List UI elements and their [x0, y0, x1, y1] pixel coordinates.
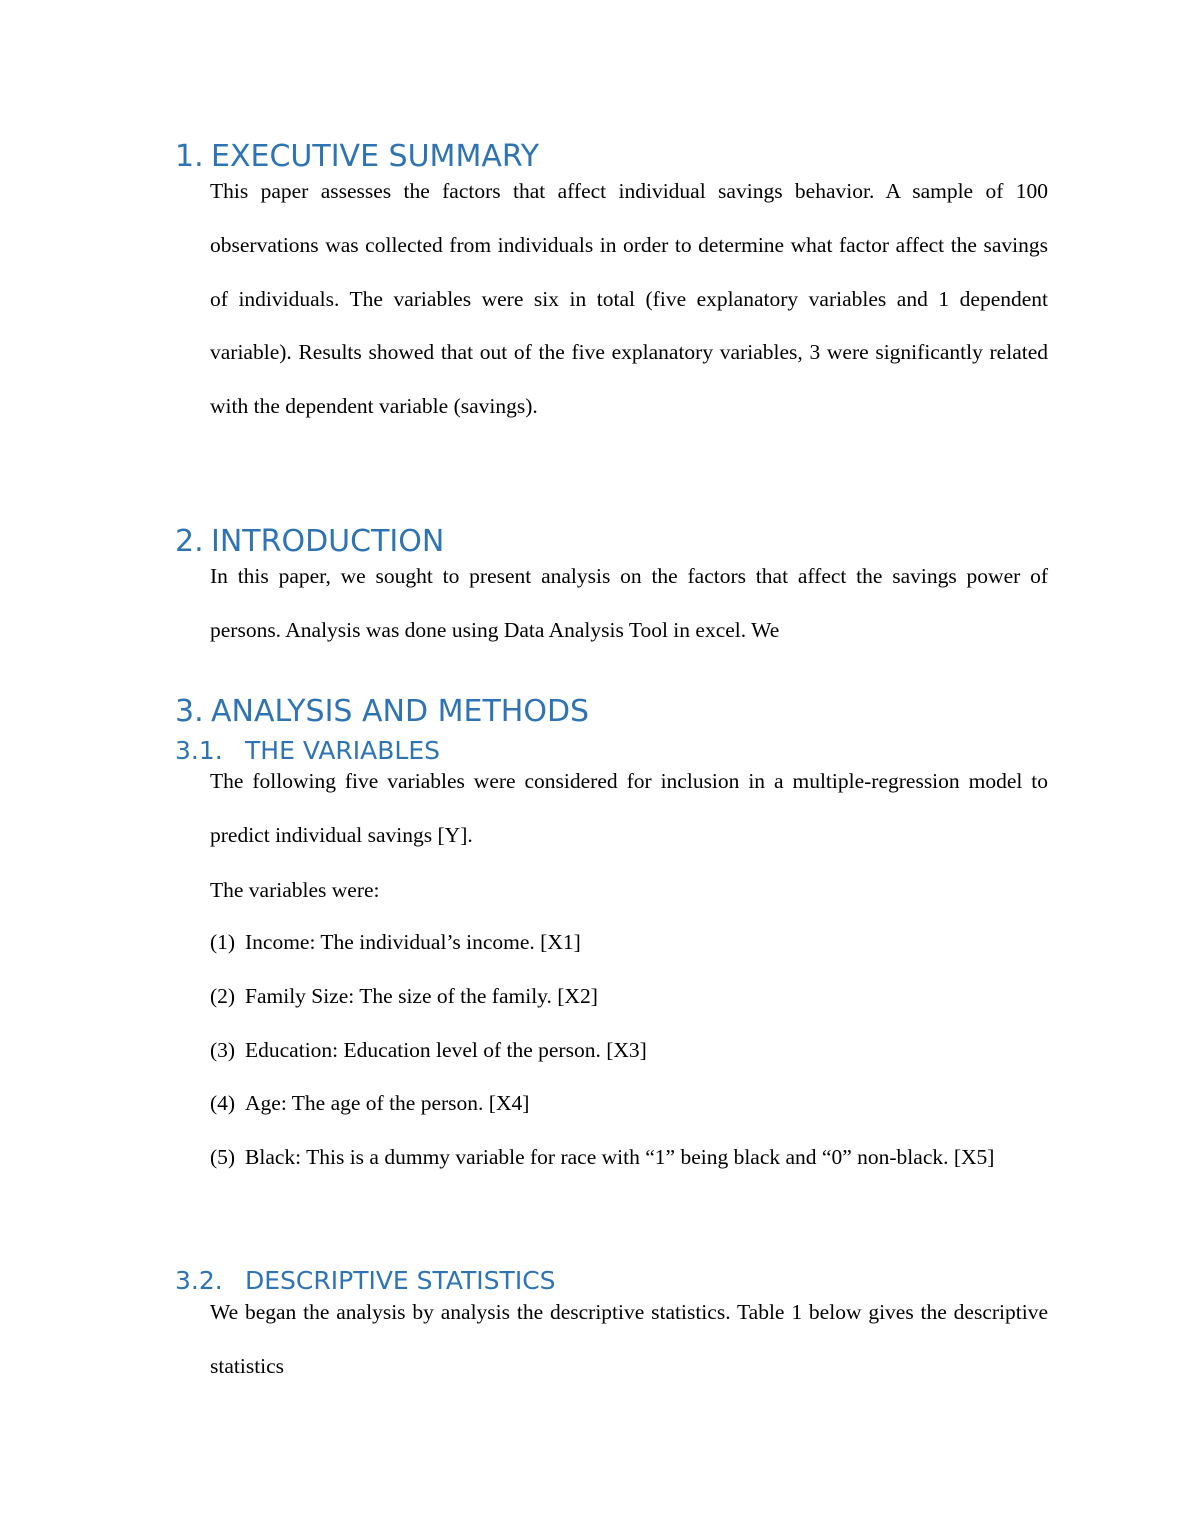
list-item-text: Income: The individual’s income. [X1] — [245, 930, 581, 954]
subheading-title: THE VARIABLES — [245, 736, 441, 765]
list-marker: (4) — [210, 1091, 236, 1115]
list-marker: (1) — [210, 930, 236, 954]
list-item — [210, 1131, 1048, 1185]
subheading-number: 3.1. — [175, 736, 223, 765]
heading-number: 2. — [175, 524, 204, 559]
heading-number: 1. — [175, 139, 204, 174]
list-item — [210, 916, 1048, 970]
subheading-title: DESCRIPTIVE STATISTICS — [245, 1266, 556, 1295]
list-item-text: Education: Education level of the person. [X3] — [245, 1038, 647, 1062]
heading-title: EXECUTIVE SUMMARY — [211, 139, 540, 174]
list-item-text: Black: This is a dummy variable for race with “1” being black and “0” non-black. [X5] — [245, 1145, 995, 1169]
list-item-text: Family Size: The size of the family. [X2] — [245, 984, 598, 1008]
list-item — [210, 970, 1048, 1024]
variables-lead-text: The variables were: — [210, 878, 380, 902]
list-marker: (3) — [210, 1038, 236, 1062]
heading-title: INTRODUCTION — [211, 524, 445, 559]
list-item-text: Age: The age of the person. [X4] — [245, 1091, 530, 1115]
heading-number: 3. — [175, 694, 204, 729]
list-marker: (5) — [210, 1145, 236, 1169]
list-item — [210, 1077, 1048, 1131]
list-item — [210, 1024, 1048, 1078]
subheading-number: 3.2. — [175, 1266, 223, 1295]
heading-analysis-methods — [175, 695, 589, 729]
descriptive-statistics-paragraph: We began the analysis by analysis the descriptive statistics. Table 1 below gives the descriptive statistics — [210, 1300, 1048, 1378]
heading-title: ANALYSIS AND METHODS — [211, 694, 590, 729]
executive-summary-paragraph: This paper assesses the factors that affect individual savings behavior. A sample of 100 observations was collected from individuals in order to determine what factor affect the savings of individuals. The variables were six in total (five explanatory variables and 1 dependent variable). Results showed that out of the five explanatory variables, 3 were significantly related with the dependent variable (savings). — [210, 179, 1048, 419]
list-marker: (2) — [210, 984, 236, 1008]
introduction-paragraph: In this paper, we sought to present analysis on the factors that affect the savings power of persons. Analysis was done using Data Analysis Tool in excel. We — [210, 564, 1048, 642]
variables-intro-paragraph: The following five variables were considered for inclusion in a multiple-regression model to predict individual savings [Y]. — [210, 769, 1048, 847]
